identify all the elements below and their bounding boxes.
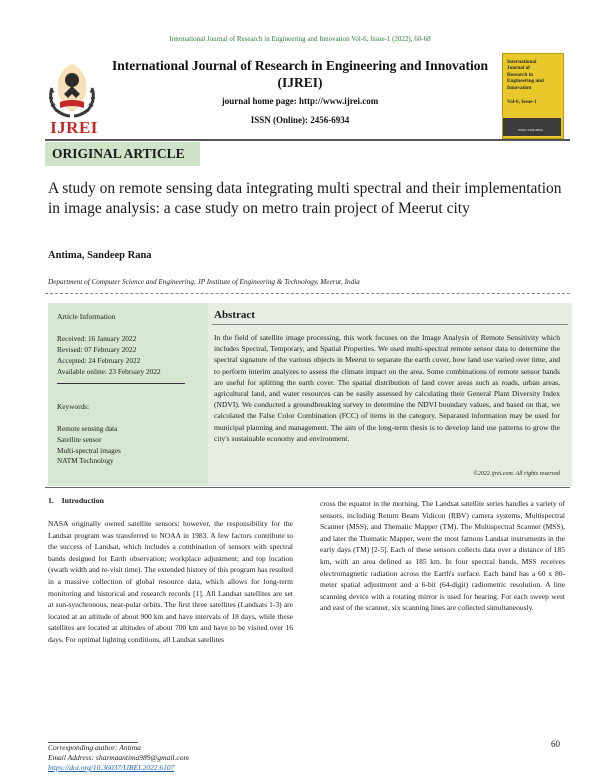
- info-divider: [57, 383, 185, 384]
- journal-issn: ISSN (Online): 2456-6934: [250, 115, 350, 125]
- abstract-bottom-divider: [45, 487, 570, 488]
- header-divider: [45, 139, 570, 141]
- keyword-item: NATM Technology: [57, 456, 114, 465]
- accepted-date: Accepted: 24 February 2022: [57, 356, 141, 365]
- corresponding-author: Corresponding author: Antima: [48, 743, 141, 752]
- copyright-notice: ©2022 ijrei.com. All rights reserved: [473, 471, 560, 477]
- keyword-item: Multi-spectral images: [57, 446, 121, 455]
- article-type-label: ORIGINAL ARTICLE: [52, 146, 185, 161]
- body-column-left: NASA originally owned satellite sensors; however, the responsibility for the Landsat program was transferred to NOAA in 1983. A few factors contribute to the success of Landsat, which includes a combination of sensors with spectral bands designed for Earth observation; workplace adjustment; and top location (swath width and re-visit time). The extended history of this program has resulted in a massive collection of global resource data, which allows for long-term monitoring and historical and research records [1]. All Landsat satellites are set at sun-synchronous, near-polar orbits. The first three satellites (Landsats 1-3) are located at an altitude of about 900 km and have intervals of 18 days, while these satellites are located at altitudes of about 700 km and have to be visited over 16 days. For optimal lighting conditions, all Landsat satellites: [48, 519, 294, 644]
- body-column-right: cross the equator in the morning. The Landsat satellite series handles a variety of sensors, including Return Beam Vidicon (RBV) camera systems, Multispectral Scanner (MSS), and Thematic Mapper (TM). The Multispectral Scanner (MSS), and later the Thematic Mapper, were the most famous Landsat instruments in the early days (TM) [2-5]. Each of these sensors collects data over a distance of 185 km, with an area defined as 185 km. In four spectral bands, MSS receives electromagnetic radiation across the Earth's surface. Each band has a 60 x 80-meter spatial adjustment and a 6-bit (64-digit) radiometric resolution. A line scanning device with a rotating mirror is used for hearing. For each sweep west and east of the scanner, six scanning lines are collected simultaneously.: [320, 499, 565, 613]
- abstract-text: In the field of satellite image processing, this work focuses on the Image Analysis of Remote Sensitivity which includes Spectral, Temporary, and Spatial Properties. We used multi-spectral remote sensor data to determine the spectral signature of the various objects in Meerut to separate the earth cover, how land use varied over time, and to perform interim analyzes to assess the climate impact on the area. Some combinations of remote sensor bands are useful for splitting the earth cover. The spatial distribution of land cover areas such as roads, urban areas, agricultural land, and water resources can be easily assessed by calculating their General Plant Diversity Index (NDVI). We conducted a groundbreaking survey to determine the NDVI boundary values, and based on that, we calculated the False Color Combination (FCC) of items in the category. Separated information may be used for municipal planning and management. The aim of the long-term thesis is to develop land use patterns to grow the city's sustainable economy and environment.: [214, 333, 560, 443]
- author-affiliation: Department of Computer Science and Engineering, JP Institute of Engineering & Technology, Meerut, India: [48, 278, 360, 286]
- paper-title: A study on remote sensing data integrating multi spectral and their implementation in image analysis: a case study on metro train project of Meerut city: [48, 180, 562, 217]
- doi-link[interactable]: https://doi.org/10.36037/IJREI.2022.6107: [48, 763, 175, 772]
- section-heading-introduction: 1. Introduction: [48, 496, 104, 505]
- received-date: Received: 16 January 2022: [57, 334, 137, 343]
- paper-authors: Antima, Sandeep Rana: [48, 250, 152, 261]
- page-number: 60: [551, 739, 560, 749]
- journal-name: International Journal of Research in Engineering and Innovation (IJREI): [112, 58, 488, 90]
- journal-cover-title: International Journal of Research in Engineering and Innovation Vol-6, Issue-1: [507, 59, 544, 106]
- journal-homepage: journal home page: http://www.ijrei.com: [221, 96, 379, 106]
- keyword-item: Satellite sensor: [57, 435, 102, 444]
- running-title: International Journal of Research in Engineering and Innovation Vol-6, Issue-1 (2022), 60-68: [169, 35, 431, 43]
- revised-date: Revised: 07 February 2022: [57, 345, 137, 354]
- author-email: Email Address: sharmaantima989@gmail.com: [48, 753, 189, 762]
- journal-cover-issn: ISSN: 2456-6934: [518, 128, 543, 132]
- journal-cover-strip: [503, 118, 561, 136]
- article-info-heading: Article Information: [57, 312, 116, 321]
- abstract-heading: Abstract: [214, 309, 255, 321]
- keywords-label: Keywords:: [57, 402, 90, 411]
- keyword-item: Remote sensing data: [57, 424, 118, 433]
- logo-wordmark: IJREI: [50, 118, 98, 137]
- affiliation-divider: [45, 293, 570, 294]
- abstract-divider: [212, 324, 568, 325]
- online-date: Available online: 23 February 2022: [57, 367, 161, 376]
